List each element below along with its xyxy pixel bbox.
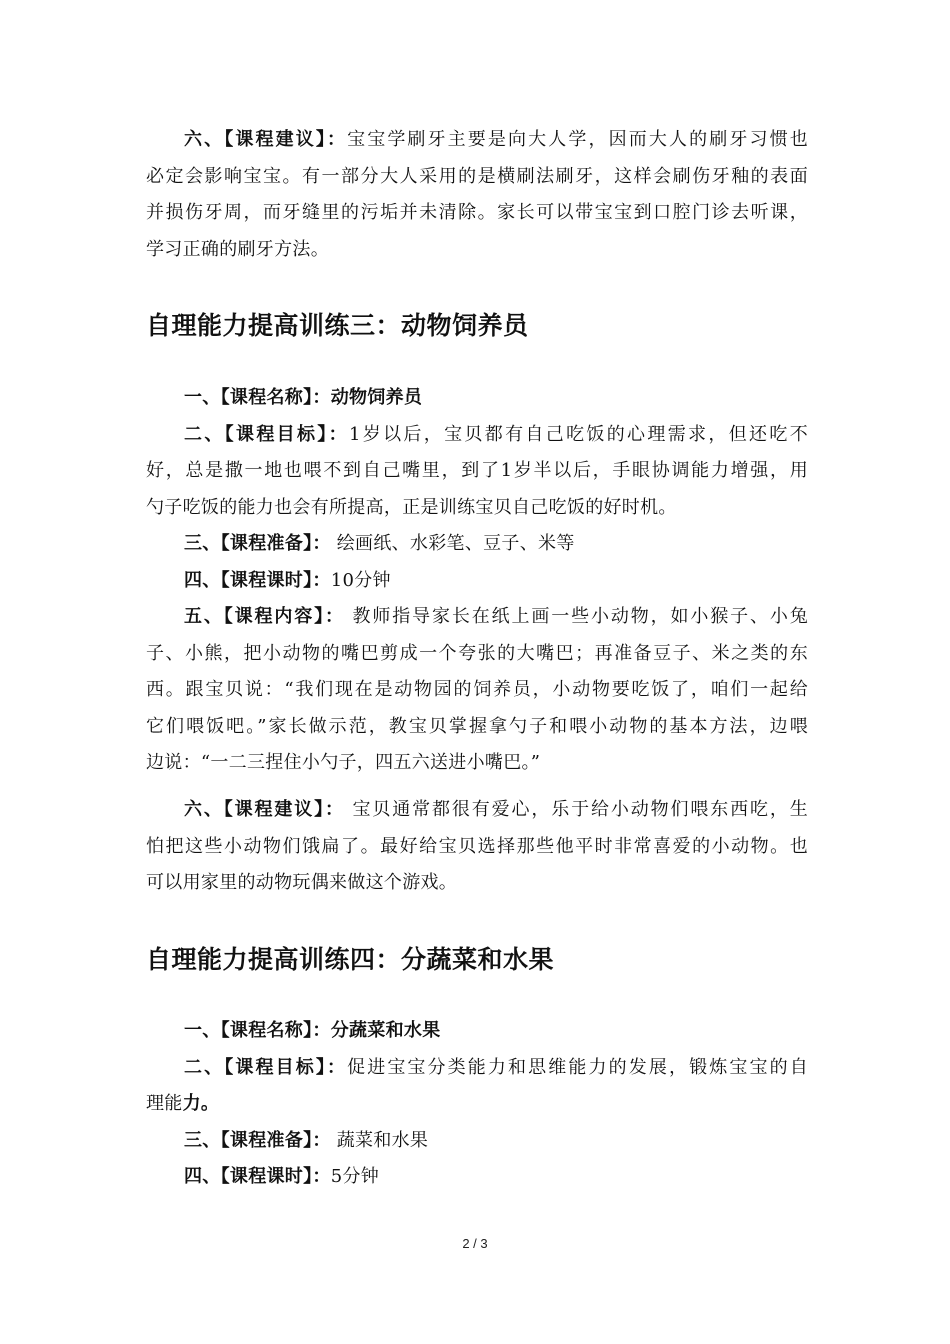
item-label: 六、【课程建议】： [184,799,345,820]
paragraph-line: 并损伤牙周，而牙缝里的污垢并未清除。家长可以带宝宝到口腔门诊去听课， [146,202,808,223]
item-text: 宝贝通常都很有爱心，乐于给小动物们喂东西吃，生 [344,799,809,820]
section-heading: 自理能力提高训练四：分蔬菜和水果 [146,945,555,974]
course-suggestion-line [146,792,808,829]
paragraph-line [146,1086,808,1123]
item-value: 蔬菜和水果 [330,1129,429,1151]
page-number: 2 / 3 [462,1236,488,1251]
item-label: 一、【课程名称】： [184,387,331,408]
item-value: 分蔬菜和水果 [330,1020,441,1041]
course-duration-line [146,1159,808,1196]
paragraph-line: 西。跟宝贝说：“我们现在是动物园的饲养员，小动物要吃饭了，咱们一起给 [146,679,808,700]
course-content-line [146,599,808,636]
section-heading: 自理能力提高训练三：动物饲养员 [146,311,529,340]
course-goal-line [146,417,808,454]
item-label: 四、【课程课时】： [184,569,331,591]
item-label: 六、【课程建议】： [184,129,348,150]
item-text: 宝宝学刷牙主要是向大人学，因而大人的刷牙习惯也 [347,129,808,150]
item-text: 教师指导家长在纸上画一些小动物，如小猴子、小兔 [344,606,809,627]
paragraph-line: 好，总是撒一地也喂不到自己嘴里，到了1岁半以后，手眼协调能力增强，用 [146,460,808,481]
item-label: 三、【课程准备】： [184,533,331,554]
paragraph-line: 怕把这些小动物们饿扁了。最好给宝贝选择那些他平时非常喜爱的小动物。也 [146,835,808,857]
section-4-body [146,1013,808,1196]
paragraph-line: 学习正确的刷牙方法。 [146,238,329,260]
course-name-line [146,380,808,417]
item-text: 促进宝宝分类能力和思维能力的发展，锻炼宝宝的自 [347,1056,808,1078]
prev-section-suggestion [146,122,808,268]
course-name-line [146,1013,808,1050]
item-label: 二、【课程目标】： [184,1056,348,1078]
course-prep-line [146,526,808,563]
item-label: 五、【课程内容】： [184,606,345,627]
item-label: 一、【课程名称】： [184,1020,331,1041]
item-label: 四、【课程课时】： [184,1166,331,1187]
item-label: 二、【课程目标】： [184,423,349,445]
paragraph-line: 它们喂饭吧。”家长做示范，教宝贝掌握拿勺子和喂小动物的基本方法，边喂 [146,715,808,737]
paragraph-line [146,122,808,159]
course-duration-line [146,563,808,600]
course-goal-line [146,1050,808,1087]
section-3-suggestion [146,792,808,902]
paragraph-line: 子、小熊，把小动物的嘴巴剪成一个夸张的大嘴巴；再准备豆子、米之类的东 [146,642,808,664]
section-3-body [146,380,808,782]
item-text-bold: 力。 [182,1093,220,1114]
paragraph-line: 可以用家里的动物玩偶来做这个游戏。 [146,872,458,893]
course-prep-line [146,1123,808,1160]
item-text: 1岁以后，宝贝都有自己吃饭的心理需求，但还吃不 [348,423,808,445]
paragraph-line: 边说：“一二三捏住小勺子，四五六送进小嘴巴。” [146,752,541,773]
item-value: 10分钟 [330,569,391,591]
item-value: 5分钟 [330,1166,380,1187]
item-value: 动物饲养员 [330,387,423,408]
item-text: 理能 [146,1093,183,1114]
item-value: 绘画纸、水彩笔、豆子、米等 [330,533,575,554]
paragraph-line: 勺子吃饭的能力也会有所提高，正是训练宝贝自己吃饭的好时机。 [146,496,677,518]
item-label: 三、【课程准备】： [184,1129,331,1151]
paragraph-line: 必定会影响宝宝。有一部分大人采用的是横刷法刷牙，这样会刷伤牙釉的表面 [146,165,808,187]
